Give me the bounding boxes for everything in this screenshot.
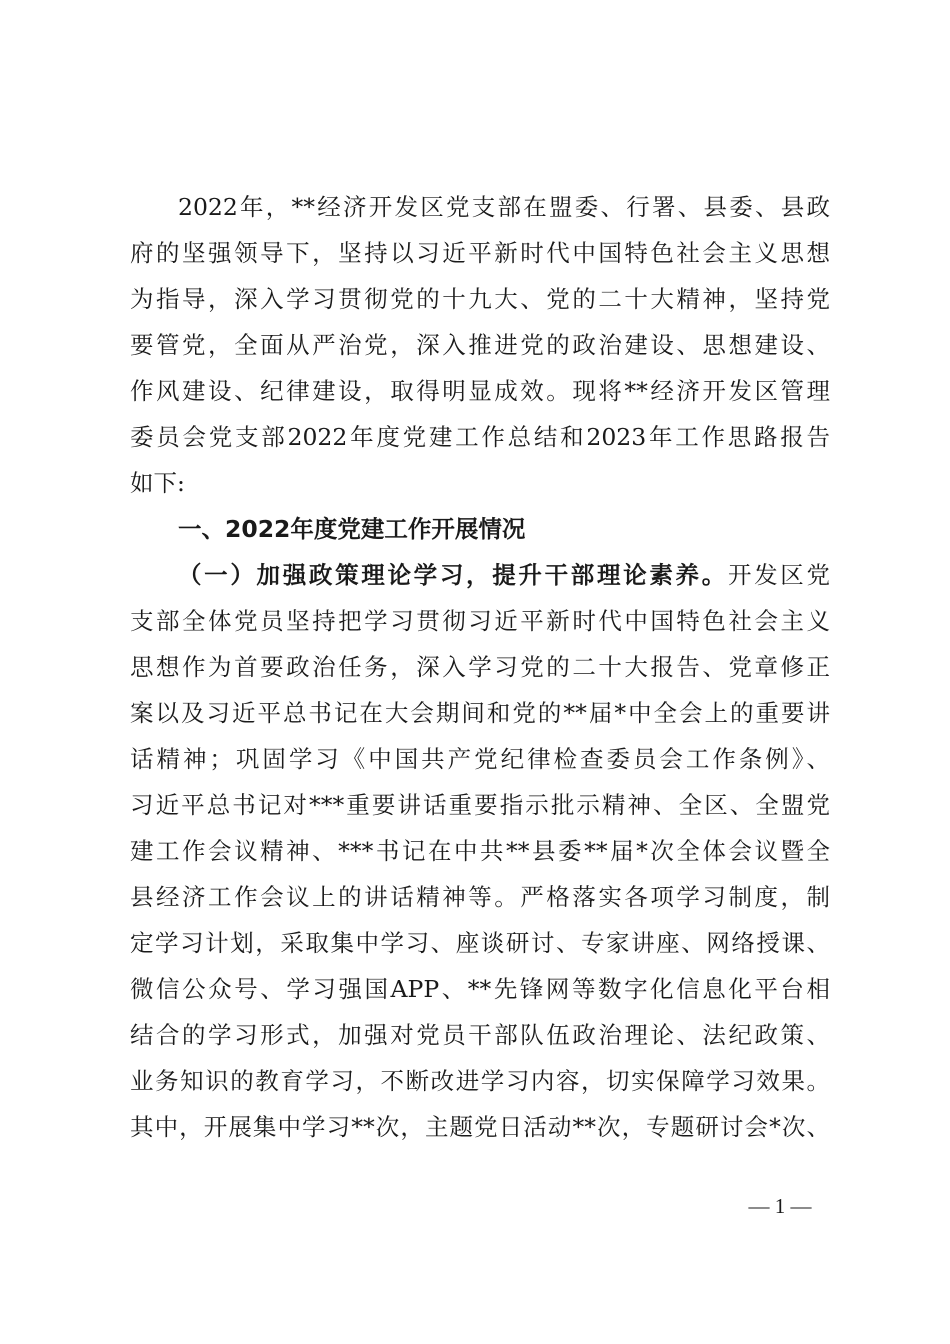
paragraph-line: 思想作为首要政治任务，深入学习党的二十大报告、党章修正 [130, 653, 830, 681]
paragraph-line: 建工作会议精神、***书记在中共**县委**届*次全体会议暨全 [130, 837, 830, 865]
paragraph-line: 委员会党支部2022年度党建工作总结和2023年工作思路报告 [130, 423, 830, 451]
subsection-title: （一）加强政策理论学习，提升干部理论素养。 [178, 561, 728, 589]
paragraph-line: 县经济工作会议上的讲话精神等。严格落实各项学习制度，制 [130, 883, 830, 911]
paragraph-line: 作风建设、纪律建设，取得明显成效。现将**经济开发区管理 [130, 377, 830, 405]
paragraph-line: 业务知识的教育学习，不断改进学习内容，切实保障学习效果。 [130, 1067, 830, 1095]
section-heading: 一、2022年度党建工作开展情况 [178, 515, 526, 543]
paragraph-line: 话精神；巩固学习《中国共产党纪律检查委员会工作条例》、 [130, 745, 830, 773]
paragraph-line: 定学习计划，采取集中学习、座谈研讨、专家讲座、网络授课、 [130, 929, 830, 957]
paragraph-line: 其中，开展集中学习**次，主题党日活动**次，专题研讨会*次、 [130, 1113, 830, 1141]
paragraph-line: 如下: [130, 469, 185, 497]
subsection-first-line [178, 552, 830, 598]
paragraph-line: 支部全体党员坚持把学习贯彻习近平新时代中国特色社会主义 [130, 607, 830, 635]
paragraph-line: 2022年，**经济开发区党支部在盟委、行署、县委、县政 [178, 193, 830, 221]
page-number: — 1 — [748, 1194, 812, 1218]
paragraph-line: 案以及习近平总书记在大会期间和党的**届*中全会上的重要讲 [130, 699, 830, 727]
paragraph-line: 微信公众号、学习强国APP、**先锋网等数字化信息化平台相 [130, 975, 830, 1003]
paragraph-line: 府的坚强领导下，坚持以习近平新时代中国特色社会主义思想 [130, 239, 830, 267]
paragraph-line: 为指导，深入学习贯彻党的十九大、党的二十大精神，坚持党 [130, 285, 830, 313]
subsection-first-line-rest: 开发区党 [727, 561, 830, 589]
paragraph-line: 结合的学习形式，加强对党员干部队伍政治理论、法纪政策、 [130, 1021, 830, 1049]
paragraph-line: 要管党，全面从严治党，深入推进党的政治建设、思想建设、 [130, 331, 830, 359]
paragraph-line: 习近平总书记对***重要讲话重要指示批示精神、全区、全盟党 [130, 791, 830, 819]
